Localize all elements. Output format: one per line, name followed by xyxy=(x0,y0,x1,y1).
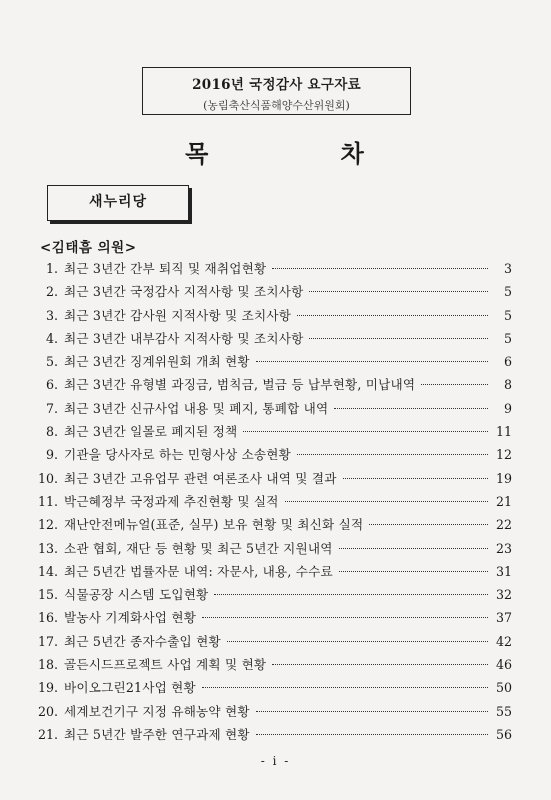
toc-entry[interactable] xyxy=(38,538,512,561)
document-header-box xyxy=(142,67,411,115)
toc-entry-page: 55 xyxy=(495,703,512,719)
dot-leader xyxy=(334,408,488,409)
toc-entry-page: 5 xyxy=(503,284,512,300)
toc-entry-title: 최근 5년간 법률자문 내역: 자문사, 내용, 수수료 xyxy=(64,563,333,579)
toc-entry-title: 최근 3년간 유형별 과징금, 범칙금, 벌금 등 납부현황, 미납내역 xyxy=(64,377,416,393)
toc-entry[interactable] xyxy=(38,584,512,607)
toc-entry-title: 박근혜정부 국정과제 추진현황 및 실적 xyxy=(64,493,279,509)
toc-entry-number: 12. xyxy=(38,517,59,533)
toc-entry-title: 최근 3년간 고유업무 관련 여론조사 내역 및 결과 xyxy=(64,470,337,486)
toc-entry-number: 13. xyxy=(38,540,59,556)
toc-entry-page: 37 xyxy=(495,610,512,626)
dot-leader xyxy=(272,268,488,269)
toc-entry-page: 46 xyxy=(495,657,512,673)
toc-entry[interactable] xyxy=(38,258,512,281)
toc-entry-title: 최근 5년간 종자수출입 현황 xyxy=(64,633,221,649)
toc-entry-number: 20. xyxy=(38,703,59,719)
toc-entry[interactable] xyxy=(38,421,512,444)
toc-entry[interactable] xyxy=(38,328,512,351)
toc-entry-number: 21. xyxy=(38,726,59,742)
toc-entry[interactable] xyxy=(38,305,512,328)
dot-leader xyxy=(339,571,488,572)
toc-entry-number: 10. xyxy=(38,470,59,486)
toc-entry[interactable] xyxy=(38,654,512,677)
dot-leader xyxy=(297,315,488,316)
toc-list xyxy=(38,258,512,747)
toc-entry-title: 식물공장 시스템 도입현황 xyxy=(64,587,209,603)
toc-entry-number: 16. xyxy=(38,610,59,626)
toc-entry-title: 최근 3년간 징계위원회 개최 현황 xyxy=(64,354,250,370)
toc-entry-page: 12 xyxy=(495,447,512,463)
toc-entry[interactable] xyxy=(38,677,512,700)
toc-entry-number: 5. xyxy=(45,354,58,370)
toc-entry-title: 세계보건기구 지정 유해농약 현황 xyxy=(64,703,250,719)
toc-entry-title: 최근 3년간 일몰로 폐지된 정책 xyxy=(64,424,238,440)
toc-entry-page: 5 xyxy=(503,307,512,323)
toc-entry-page: 42 xyxy=(495,633,512,649)
toc-entry-number: 19. xyxy=(38,680,59,696)
toc-entry[interactable] xyxy=(38,631,512,654)
toc-entry-title: 골든시드프로젝트 사업 계획 및 현황 xyxy=(64,657,267,673)
toc-entry-number: 11. xyxy=(38,493,59,509)
toc-entry-page: 56 xyxy=(495,726,512,742)
dot-leader xyxy=(343,478,488,479)
toc-entry-number: 7. xyxy=(45,400,58,416)
dot-leader xyxy=(421,384,488,385)
dot-leader xyxy=(339,548,488,549)
toc-entry[interactable] xyxy=(38,351,512,374)
toc-entry-title: 기관을 당사자로 하는 민형사상 소송현황 xyxy=(64,447,292,463)
toc-entry[interactable] xyxy=(38,444,512,467)
dot-leader xyxy=(243,431,488,432)
toc-entry[interactable] xyxy=(38,724,512,747)
toc-entry[interactable] xyxy=(38,491,512,514)
dot-leader xyxy=(202,617,488,618)
toc-entry-page: 23 xyxy=(495,540,512,556)
toc-entry-page: 32 xyxy=(495,587,512,603)
toc-entry[interactable] xyxy=(38,281,512,304)
toc-heading: 목 차 xyxy=(185,139,426,168)
toc-entry[interactable] xyxy=(38,701,512,724)
toc-entry-title: 최근 5년간 발주한 연구과제 현황 xyxy=(64,726,250,742)
toc-entry-number: 3. xyxy=(45,307,58,323)
toc-entry-page: 8 xyxy=(503,377,512,393)
dot-leader xyxy=(214,594,488,595)
toc-entry-title: 소관 협회, 재단 등 현황 및 최근 5년간 지원내역 xyxy=(64,540,333,556)
toc-entry-title: 최근 3년간 신규사업 내용 및 폐지, 통폐합 내역 xyxy=(64,400,329,416)
toc-entry-title: 발농사 기계화사업 현황 xyxy=(64,610,197,626)
dot-leader xyxy=(297,454,488,455)
dot-leader xyxy=(369,524,488,525)
toc-entry-page: 50 xyxy=(495,680,512,696)
dot-leader xyxy=(256,361,488,362)
toc-entry-page: 9 xyxy=(503,400,512,416)
toc-entry-page: 22 xyxy=(495,517,512,533)
toc-entry-number: 15. xyxy=(38,587,59,603)
toc-entry[interactable] xyxy=(38,468,512,491)
toc-entry-title: 최근 3년간 감사원 지적사항 및 조치사항 xyxy=(64,307,292,323)
document-title: 2016년 국정감사 요구자료 xyxy=(192,77,361,93)
toc-entry-page: 11 xyxy=(495,424,512,440)
dot-leader xyxy=(309,291,488,292)
committee-subtitle: (농림축산식품해양수산위원회) xyxy=(203,99,350,112)
dot-leader xyxy=(285,501,488,502)
party-label-box: 새누리당 xyxy=(47,185,189,221)
toc-entry[interactable] xyxy=(38,398,512,421)
toc-entry[interactable] xyxy=(38,561,512,584)
toc-entry-title: 재난안전메뉴얼(표준, 실무) 보유 현황 및 최신화 실적 xyxy=(64,517,364,533)
toc-entry[interactable] xyxy=(38,374,512,397)
dot-leader xyxy=(272,664,488,665)
toc-entry-number: 17. xyxy=(38,633,59,649)
toc-entry-title: 최근 3년간 내부감사 지적사항 및 조치사항 xyxy=(64,330,304,346)
toc-entry-number: 9. xyxy=(45,447,58,463)
toc-entry-page: 31 xyxy=(495,563,512,579)
toc-entry-title: 최근 3년간 국정감사 지적사항 및 조치사항 xyxy=(64,284,304,300)
toc-entry-number: 1. xyxy=(45,261,58,276)
toc-entry-number: 14. xyxy=(38,563,59,579)
toc-entry-number: 4. xyxy=(45,330,58,346)
dot-leader xyxy=(227,641,488,642)
toc-entry-number: 6. xyxy=(45,377,58,393)
toc-entry-page: 6 xyxy=(503,354,512,370)
toc-entry-title: 최근 3년간 간부 퇴직 및 재취업현황 xyxy=(64,261,267,276)
dot-leader xyxy=(202,687,488,688)
toc-entry-title: 바이오그린21사업 현황 xyxy=(64,680,196,696)
toc-entry-page: 19 xyxy=(495,470,512,486)
dot-leader xyxy=(256,711,488,712)
toc-entry-number: 8. xyxy=(45,424,58,440)
toc-entry-number: 18. xyxy=(38,657,59,673)
member-name: <김태흠 의원> xyxy=(40,240,137,256)
toc-entry[interactable] xyxy=(38,607,512,630)
toc-entry-page: 21 xyxy=(495,493,512,509)
dot-leader xyxy=(309,338,488,339)
toc-entry[interactable] xyxy=(38,514,512,537)
toc-entry-page: 3 xyxy=(503,261,512,276)
toc-entry-page: 5 xyxy=(503,330,512,346)
dot-leader xyxy=(256,734,488,735)
page-number-footer: - i - xyxy=(260,754,291,768)
toc-entry-number: 2. xyxy=(45,284,58,300)
